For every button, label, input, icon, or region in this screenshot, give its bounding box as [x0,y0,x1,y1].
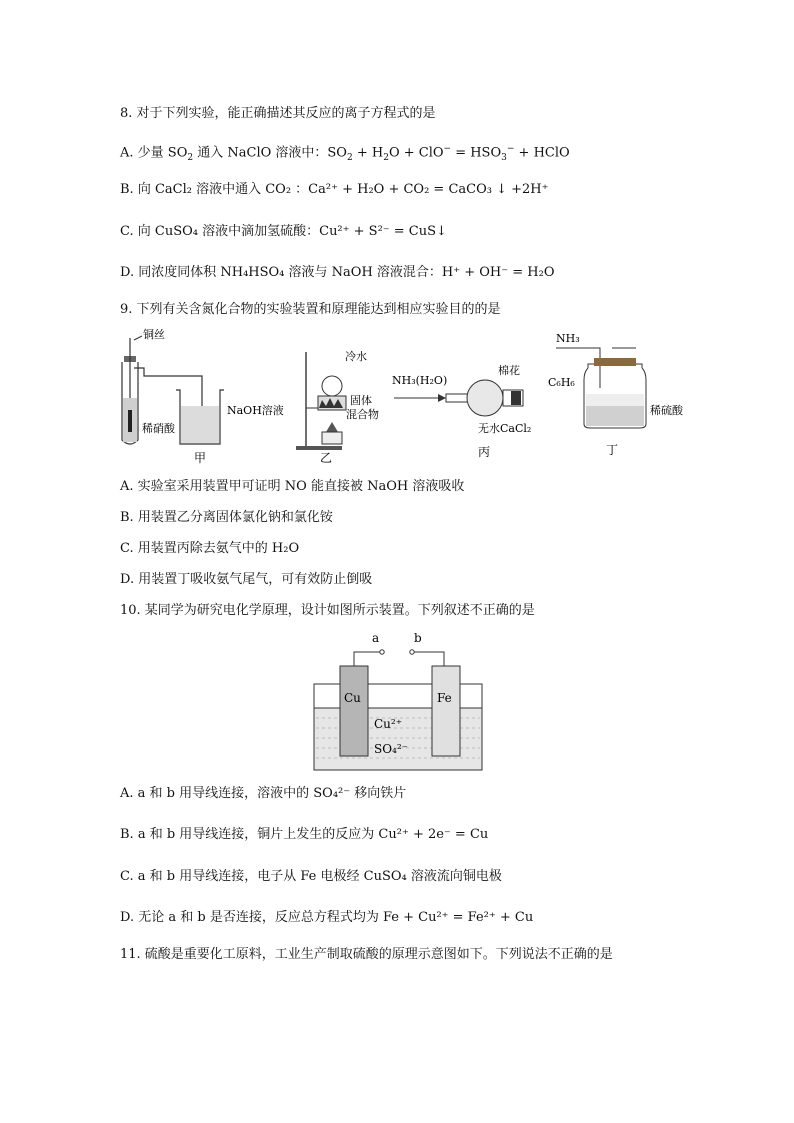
label-jia: 甲 [194,451,207,465]
arrow-head [438,394,446,402]
label-bing: 丙 [478,445,491,459]
option-label: B. [120,182,134,197]
label-naoh-solution: NaOH溶液 [227,404,284,417]
option-text: 实验室采用装置甲可证明 NO 能直接被 NaOH 溶液吸收 [133,479,465,494]
option-text: 用装置丁吸收氨气尾气，可有效防止倒吸 [134,572,373,587]
option-text: a 和 b 用导线连接，电子从 Fe 电极经 CuSO₄ 溶液流向铜电极 [133,869,502,884]
label-cu-electrode: Cu [344,691,361,705]
apparatus-yi [296,349,379,465]
label-terminal-a: a [372,631,380,645]
question-8-option-b[interactable] [120,181,548,199]
option-label: A. [120,479,134,494]
copper-piece [128,410,132,432]
label-cold-water: 冷水 [345,350,367,363]
option-text: 向 CaCl₂ 溶液中通入 CO₂ ：Ca²⁺ + H₂O + CO₂ = CaCO₃ ↓ +2H⁺ [133,182,549,197]
wire-a [354,652,380,666]
question-10-option-b[interactable] [120,826,488,844]
sulfuric-acid-layer [586,406,644,426]
option-text: 少量 SO [133,145,188,161]
superscript: − [443,144,452,154]
option-label: C. [120,869,134,884]
cotton-plug [511,391,521,405]
label-nh3: NH₃ [556,332,580,345]
wire-b [414,652,444,666]
question-9-option-a[interactable] [120,478,464,496]
option-text: + HClO [514,145,570,161]
option-text: 用装置丙除去氨气中的 H₂O [133,541,300,556]
question-9-option-c[interactable] [120,540,299,558]
label-anhydrous-cacl2: 无水CaCl₂ [478,422,532,435]
question-10-electrolysis-figure [308,628,488,773]
label-cu-ion: Cu²⁺ [374,717,403,731]
label-solid: 固体 [350,394,372,407]
question-9-stem: 9. 下列有关含氮化合物的实验装置和原理能达到相应实验目的的是 [120,302,501,317]
option-text: a 和 b 用导线连接，溶液中的 SO₄²⁻ 移向铁片 [133,786,407,801]
label-ding: 丁 [606,443,619,457]
alcohol-lamp [322,432,342,444]
option-text: 无论 a 和 b 是否连接，反应总方程式均为 Fe + Cu²⁺ = Fe²⁺ + Cu [134,910,534,925]
option-label: D. [120,265,135,280]
question-10-option-d[interactable] [120,909,533,927]
drying-tube-neck [446,394,470,402]
option-text: a 和 b 用导线连接，铜片上发生的反应为 Cu²⁺ + 2e⁻ = Cu [133,827,489,842]
question-8-option-a[interactable] [120,140,570,167]
option-text: 同浓度同体积 NH₄HSO₄ 溶液与 NaOH 溶液混合：H⁺ + OH⁻ = H₂O [134,265,555,280]
option-text: = HSO [451,145,502,161]
subscript: 2 [346,152,353,163]
subscript: 2 [187,152,194,163]
label-dilute-nitric: 稀硝酸 [142,422,175,435]
terminal-a[interactable] [380,650,384,654]
option-label: C. [120,224,134,239]
option-label: B. [120,510,134,525]
label-so4-ion: SO₄²⁻ [374,742,409,756]
question-10-option-a[interactable] [120,785,406,803]
option-text: 通入 NaClO 溶液中：SO [193,145,347,161]
question-10-option-c[interactable] [120,868,502,886]
question-8-option-c[interactable] [120,223,447,241]
question-9-apparatus-figure [110,328,690,468]
option-label: D. [120,572,135,587]
cold-water-flask [322,376,342,396]
option-label: A. [120,145,134,161]
alcohol-lamp-flame [326,422,338,432]
superscript: − [506,144,515,154]
option-text: + H [352,145,384,161]
question-10-stem: 10. 某同学为研究电化学原理，设计如图所示装置。下列叙述不正确的是 [120,603,535,618]
iron-stand-base [296,446,342,450]
option-label: A. [120,786,134,801]
apparatus-jia [122,328,284,465]
subscript: 3 [501,152,507,163]
drying-tube-bulb [467,380,503,416]
question-8-stem: 8. 对于下列实验，能正确描述其反应的离子方程式的是 [120,106,436,121]
option-text: O + ClO [388,145,444,161]
leader-line [134,336,142,340]
label-nh3-h2o: NH₃(H₂O) [392,374,448,387]
label-cotton: 棉花 [498,364,520,377]
option-label: D. [120,910,135,925]
label-yi: 乙 [320,451,333,465]
copper-electrode [340,666,368,756]
option-text: 向 CuSO₄ 溶液中滴加氢硫酸：Cu²⁺ + S²⁻ = CuS↓ [133,224,447,239]
label-mixture: 混合物 [346,408,379,421]
label-copper-wire: 铜丝 [143,328,165,341]
option-label: C. [120,541,134,556]
label-dilute-sulfuric: 稀硫酸 [650,404,683,417]
question-9-option-b[interactable] [120,509,333,527]
terminal-b[interactable] [410,650,414,654]
label-benzene: C₆H₆ [548,376,575,389]
question-9-option-d[interactable] [120,571,372,589]
label-terminal-b: b [414,631,422,645]
question-11-stem: 11. 硫酸是重要化工原料，工业生产制取硫酸的原理示意图如下。下列说法不正确的是 [120,947,613,962]
apparatus-bing [392,363,531,459]
apparatus-ding [548,332,684,457]
subscript: 2 [383,152,389,163]
beaker-liquid [181,406,219,443]
label-fe-electrode: Fe [437,691,452,705]
iron-electrode [432,666,460,756]
question-8-option-d[interactable] [120,264,555,282]
benzene-layer [586,394,644,406]
option-text: 用装置乙分离固体氯化钠和氯化铵 [133,510,333,525]
option-label: B. [120,827,134,842]
bottle-stopper [594,358,636,366]
